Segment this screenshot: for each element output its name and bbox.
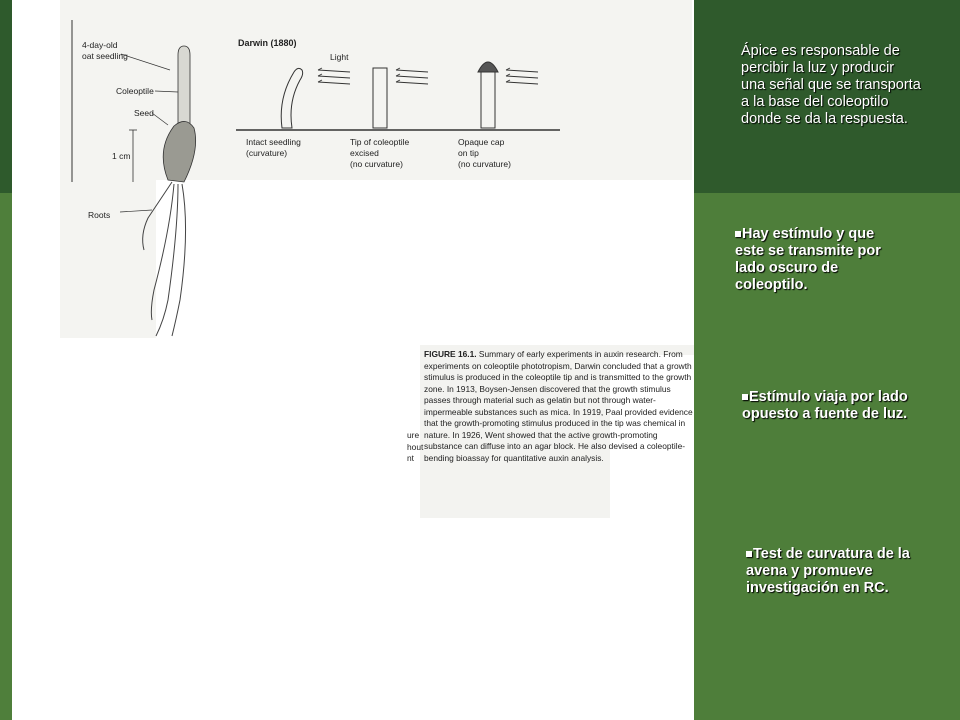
note-stimulus-text: Hay estímulo y que este se transmite por lado oscuro de coleoptilo. [735,226,881,293]
seedling-label-line2: oat seedling [82,51,128,61]
caption-body: Summary of early experiments in auxin research. From experiments on coleoptile phototropism, Darwin concluded that a growth stimulus is produced in the coleoptile tip and is transmitted to the growth zone. In 1913, Boysen-Jensen discovered that the growth stimulus passes through material such as gelatin but not through water-impermeable substances such as mica. In 1919, Paal provided evidence that the growth-promoting stimulus produced in the tip was chemical in nature. In 1926, Went showed that the active growth-promoting substance can diffuse into an agar block. He also devised a coleoptile-bending bioassay for quantitative auxin analysis. [424,349,693,463]
panel1-label-line2: (curvature) [246,148,288,158]
panel2-label-line3: (no curvature) [350,159,403,169]
panel2-label-line2: excised [350,148,379,158]
left-green-strip-top [0,0,12,193]
coleoptile-label: Coleoptile [116,86,154,96]
bullet-icon [742,394,748,400]
panel2-label-line1: Tip of coleoptile [350,137,410,147]
panel3-label-line1: Opaque cap [458,137,505,147]
experiment-title: Darwin (1880) [238,38,297,48]
light-label: Light [330,52,349,62]
roots-label: Roots [88,210,111,220]
cutoff-line-3: nt [407,453,414,463]
panel3-label-line2: on tip [458,148,479,158]
note-opposite-side-text: Estímulo viaja por lado opuesto a fuente de luz. [742,389,908,422]
note-curvature-test [746,546,936,597]
panel1-label-line1: Intact seedling [246,137,301,147]
bullet-icon [735,231,741,237]
panel3-label-line3: (no curvature) [458,159,511,169]
figure-caption [424,349,694,464]
caption-title: FIGURE 16.1. [424,349,477,359]
cutoff-line-1: ure [407,430,420,440]
note-opposite-side [742,389,932,423]
note-apex-text: Ápice es responsable de percibir la luz y producir una señal que se transporta a la base del coleoptilo donde se da la respuesta. [741,43,921,127]
cutoff-line-2: hout [407,441,424,452]
note-curvature-test-text: Test de curvatura de la avena y promueve investigación en RC. [746,546,910,596]
note-apex [741,43,921,128]
scale-label: 1 cm [112,151,131,161]
note-stimulus [735,226,905,294]
bullet-icon [746,551,752,557]
cutoff-text [407,430,425,465]
seedling-label-line1: 4-day-old [82,40,118,50]
blank-paper-area-3 [12,520,694,693]
seed-label: Seed [134,108,154,118]
darwin-figure [60,0,692,340]
